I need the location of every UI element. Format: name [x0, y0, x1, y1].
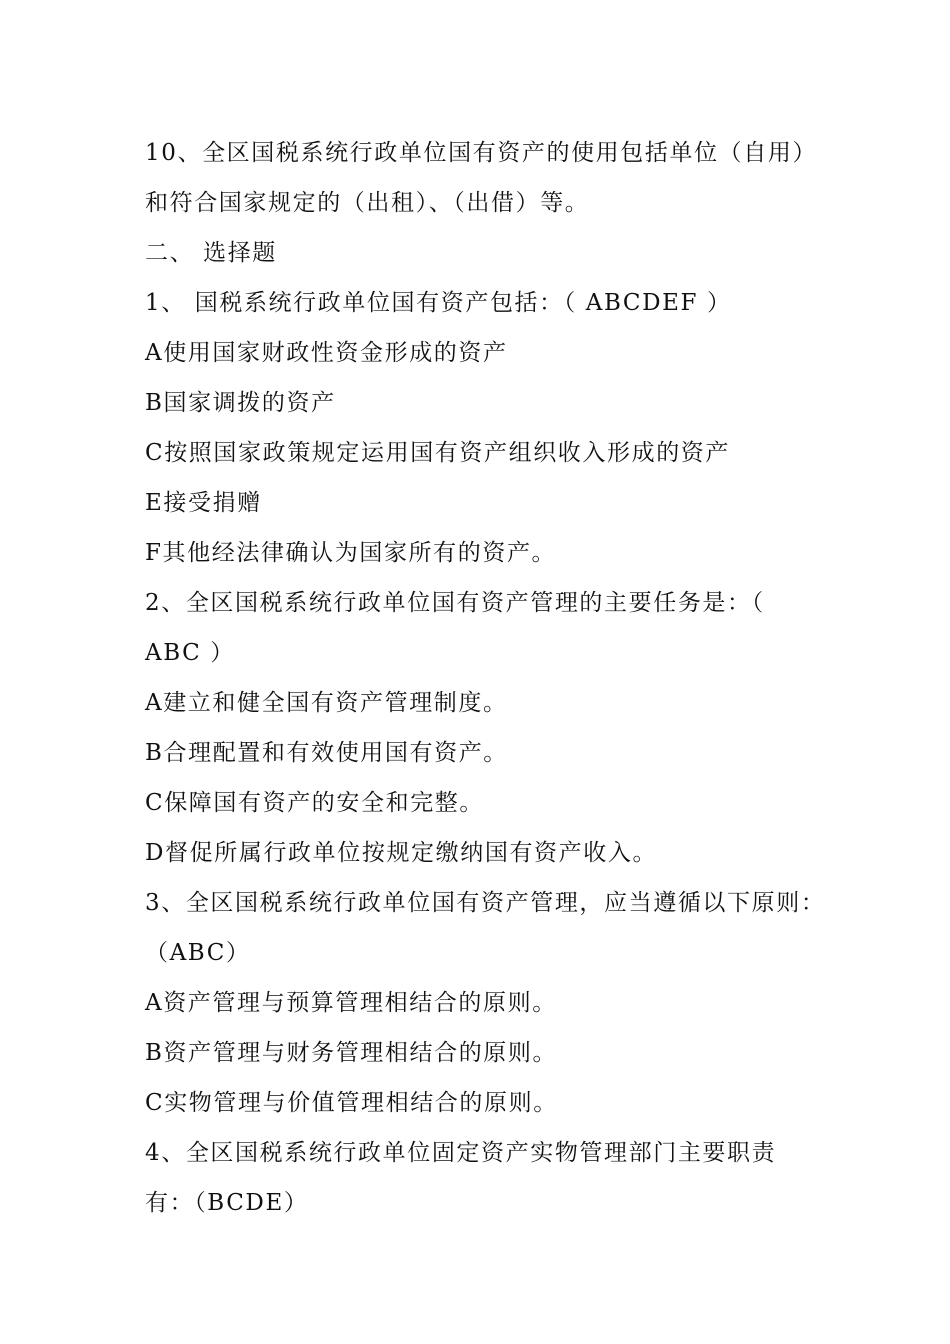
- option-line: B合理配置和有效使用国有资产。: [145, 740, 508, 766]
- section-heading: 二、 选择题: [145, 240, 277, 266]
- answer-line: 有：（BCDE）: [145, 1190, 309, 1216]
- option-line: B国家调拨的资产: [145, 390, 336, 416]
- answer-line: ABC ）: [145, 640, 235, 666]
- option-line: C实物管理与价值管理相结合的原则。: [145, 1090, 558, 1116]
- question-3: 3、全区国税系统行政单位国有资产管理，应当遵循以下原则：: [145, 890, 826, 916]
- option-line: D督促所属行政单位按规定缴纳国有资产收入。: [145, 840, 658, 866]
- text-line: 10、全区国税系统行政单位国有资产的使用包括单位（自用）: [145, 140, 818, 166]
- question-1: 1、 国税系统行政单位国有资产包括：（ ABCDEF ）: [145, 290, 732, 316]
- document-body: [145, 128, 825, 1228]
- option-line: C按照国家政策规定运用国有资产组织收入形成的资产: [145, 440, 730, 466]
- text-line: 和符合国家规定的（出租）、（出借）等。: [145, 190, 590, 216]
- option-line: E接受捐赠: [145, 490, 262, 516]
- option-line: C保障国有资产的安全和完整。: [145, 790, 484, 816]
- option-line: A建立和健全国有资产管理制度。: [145, 690, 508, 716]
- question-4: 4、全区国税系统行政单位固定资产实物管理部门主要职责: [145, 1140, 777, 1166]
- option-line: F其他经法律确认为国家所有的资产。: [145, 540, 557, 566]
- question-2: 2、全区国税系统行政单位国有资产管理的主要任务是：（: [145, 590, 765, 616]
- option-line: A使用国家财政性资金形成的资产: [145, 340, 508, 366]
- answer-line: （ABC）: [145, 940, 251, 966]
- option-line: B资产管理与财务管理相结合的原则。: [145, 1040, 558, 1066]
- option-line: A资产管理与预算管理相结合的原则。: [145, 990, 557, 1016]
